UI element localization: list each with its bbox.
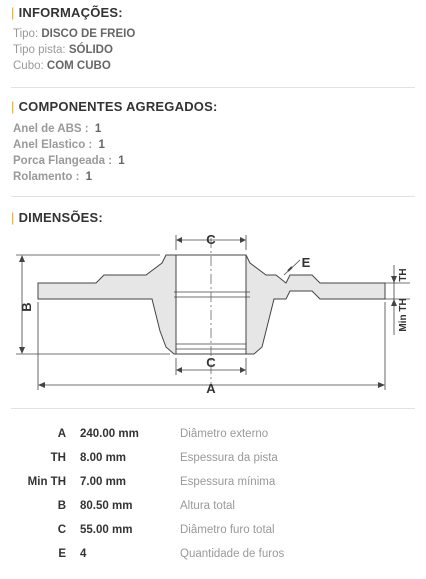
component-value: 1	[118, 155, 125, 167]
info-value: COM CUBO	[46, 60, 111, 72]
section-title-info	[11, 5, 123, 20]
info-track-type	[13, 44, 113, 56]
component-label: Anel de ABS :	[13, 123, 89, 135]
label-a: A	[206, 381, 216, 396]
component-label: Anel Elastico :	[13, 139, 93, 151]
label-b: B	[19, 302, 34, 312]
component-label: Porca Flangeada :	[13, 155, 113, 167]
dimension-description: Espessura da pista	[180, 452, 278, 464]
dimension-code: C	[57, 524, 66, 536]
section-title-text: COMPONENTES AGREGADOS:	[18, 99, 218, 114]
label-c-bottom: C	[206, 355, 216, 370]
section-marker: |	[11, 210, 15, 225]
dimension-row	[0, 500, 426, 520]
info-hub	[13, 60, 111, 72]
label-c-top: C	[206, 232, 216, 247]
component-item	[13, 123, 101, 135]
dimension-description: Quantidade de furos	[180, 548, 285, 560]
label-e: E	[301, 255, 311, 270]
dimension-row	[0, 524, 426, 544]
component-value: 1	[94, 123, 102, 135]
section-marker: |	[11, 99, 15, 114]
dimension-value: 55.00 mm	[80, 524, 133, 536]
dimension-value: 240.00 mm	[80, 428, 139, 440]
dimension-value: 7.00 mm	[80, 476, 127, 488]
info-label: Tipo:	[13, 28, 39, 40]
dimension-description: Diâmetro externo	[180, 428, 269, 440]
section-marker: |	[11, 5, 15, 20]
label-min-th: Min TH	[398, 298, 409, 332]
dimension-code: A	[57, 428, 66, 440]
component-item	[13, 171, 92, 183]
section-title-text: DIMENSÕES:	[18, 210, 103, 225]
info-value: SÓLIDO	[68, 44, 113, 56]
dimension-row	[0, 476, 426, 496]
dimension-row	[0, 428, 426, 448]
dimension-description: Espessura mínima	[180, 476, 276, 488]
component-value: 1	[85, 171, 93, 183]
dimension-row	[0, 452, 426, 472]
dimension-value: 80.50 mm	[80, 500, 133, 512]
divider	[11, 87, 415, 88]
component-item	[13, 139, 105, 151]
info-value: DISCO DE FREIO	[41, 28, 136, 40]
section-title-dimensions	[11, 210, 103, 225]
dimension-description: Altura total	[180, 500, 235, 512]
divider	[11, 408, 415, 409]
dimension-code: B	[57, 500, 66, 512]
dimension-code: E	[58, 548, 66, 560]
dimension-description: Diâmetro furo total	[180, 524, 275, 536]
label-th: TH	[398, 268, 409, 282]
info-label: Cubo:	[13, 60, 44, 72]
divider	[11, 196, 415, 197]
brake-disc-drawing	[0, 230, 426, 400]
section-title-text: INFORMAÇÕES:	[18, 5, 123, 20]
dimension-row	[0, 548, 426, 568]
info-type	[13, 28, 135, 40]
info-label: Tipo pista:	[13, 44, 66, 56]
component-value: 1	[98, 139, 105, 151]
dimension-value: 8.00 mm	[80, 452, 127, 464]
dimension-code: Min TH	[27, 476, 66, 488]
component-item	[13, 155, 125, 167]
section-title-components	[11, 99, 218, 114]
dimension-value: 4	[80, 548, 87, 560]
component-label: Rolamento :	[13, 171, 80, 183]
dimension-code: TH	[50, 452, 66, 464]
